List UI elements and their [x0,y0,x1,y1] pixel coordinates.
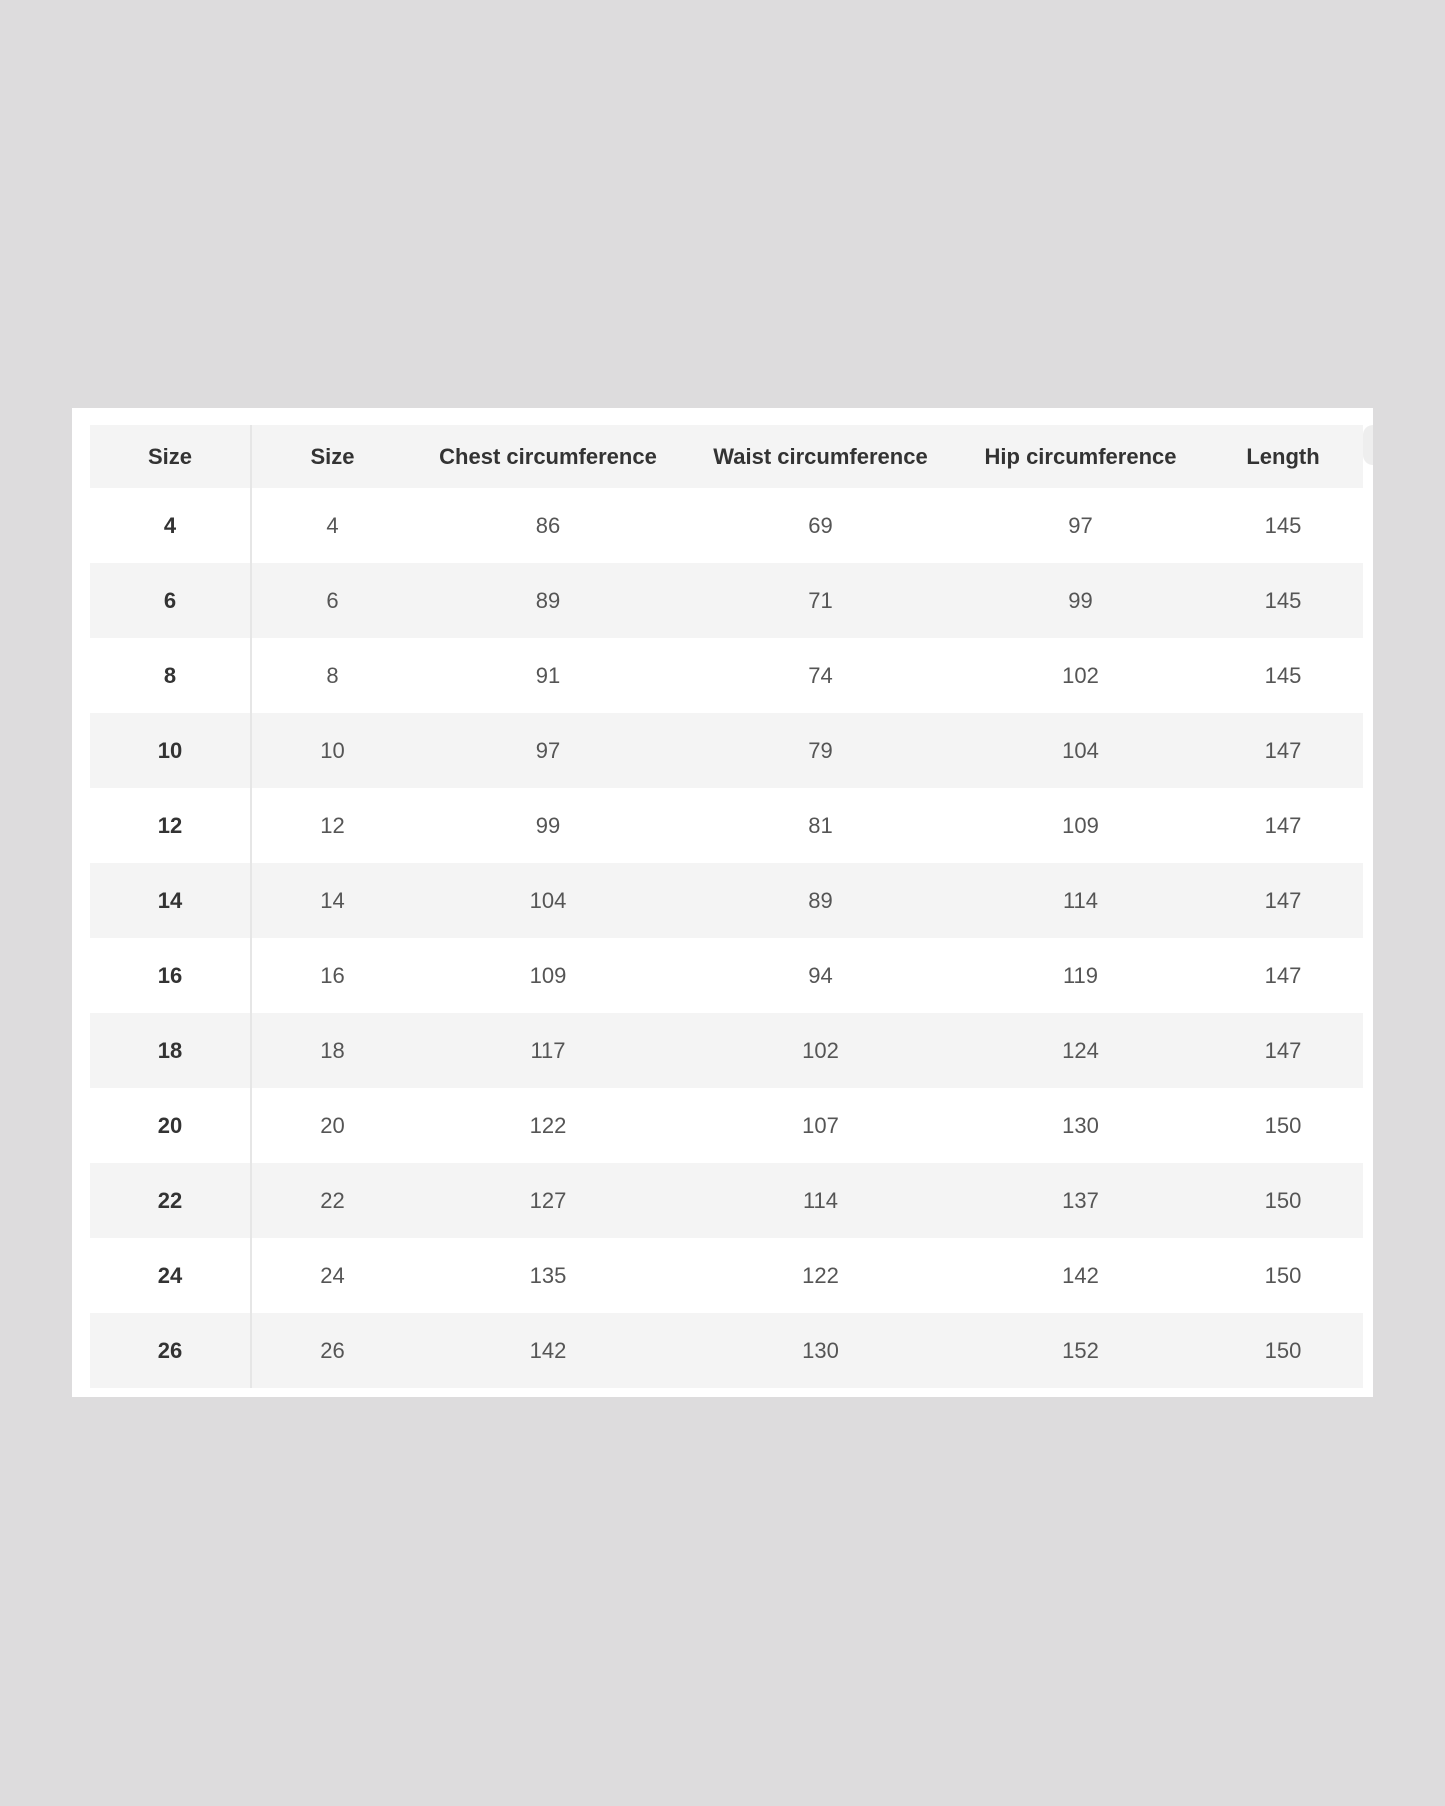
size-label-cell: 4 [90,488,251,563]
table-cell: 10 [251,713,413,788]
table-body [90,488,1363,1388]
table-cell: 102 [1062,662,1099,688]
table-cell: 127 [413,1163,683,1238]
table-cell: 97 [413,713,683,788]
table-cell: 147 [1264,962,1302,988]
table-cell: 130 [683,1313,958,1388]
table-cell: 79 [683,713,958,788]
table-cell: 137 [958,1163,1203,1238]
table-cell: 102 [683,1013,958,1088]
column-header-size-alt: Size [251,425,413,488]
table-row [90,1313,1363,1388]
table-cell: 24 [320,1262,345,1288]
table-cell: 14 [251,863,413,938]
table-cell: 119 [1062,962,1099,988]
table-cell: 8 [326,662,339,688]
size-label-cell: 12 [90,788,251,863]
table-cell: 145 [1264,512,1302,538]
table-row [90,638,1363,713]
size-label-cell: 20 [90,1088,251,1163]
table-cell: 94 [808,962,833,988]
size-label-cell: 18 [90,1013,251,1088]
table-cell: 147 [1203,863,1363,938]
table-cell: 124 [958,1013,1203,1088]
size-label-cell: 14 [90,863,251,938]
column-header-length: Length [1203,425,1363,488]
table-cell: 74 [808,662,833,688]
size-label-cell: 10 [90,713,251,788]
table-cell: 142 [413,1313,683,1388]
table-cell: 86 [535,512,561,538]
table-cell: 91 [535,662,561,688]
table-cell: 107 [802,1112,839,1138]
table-cell: 130 [1062,1112,1099,1138]
table-cell: 89 [683,863,958,938]
table-cell: 109 [529,962,567,988]
table-cell: 16 [320,962,345,988]
table-row [90,863,1363,938]
table-cell: 117 [413,1013,683,1088]
table-cell: 104 [413,863,683,938]
column-header-hip: Hip circumference [958,425,1203,488]
table-cell: 99 [958,563,1203,638]
table-cell: 114 [683,1163,958,1238]
table-cell: 109 [1062,812,1099,838]
table-row [90,1088,1363,1163]
table-cell: 145 [1203,563,1363,638]
table-cell: 114 [958,863,1203,938]
size-label-cell: 6 [90,563,251,638]
size-label-cell: 26 [90,1313,251,1388]
table-cell: 147 [1203,1013,1363,1088]
table-cell: 142 [1062,1262,1099,1288]
table-row [90,1163,1363,1238]
table-cell: 135 [529,1262,567,1288]
table-cell: 97 [1068,512,1093,538]
horizontal-scroll-indicator[interactable] [1363,425,1373,465]
table-row [90,488,1363,563]
table-cell: 145 [1264,662,1302,688]
table-cell: 122 [802,1262,839,1288]
table-cell: 147 [1203,713,1363,788]
column-header-waist: Waist circumference [683,425,958,488]
table-cell: 150 [1264,1262,1302,1288]
table-cell: 150 [1264,1112,1302,1138]
table-header-row [90,425,1363,488]
table-cell: 122 [529,1112,567,1138]
size-label-cell: 16 [90,938,251,1013]
table-cell: 81 [808,812,833,838]
table-row [90,1013,1363,1088]
size-label-cell: 8 [90,638,251,713]
table-row [90,713,1363,788]
size-chart-table [90,425,1363,1388]
size-label-cell: 22 [90,1163,251,1238]
size-chart-card [72,408,1373,1397]
table-cell: 22 [251,1163,413,1238]
table-cell: 150 [1203,1163,1363,1238]
table-cell: 12 [320,812,345,838]
table-row [90,1238,1363,1313]
table-cell: 89 [413,563,683,638]
table-row [90,788,1363,863]
column-header-chest: Chest circumference [413,425,683,488]
table-cell: 150 [1203,1313,1363,1388]
table-cell: 20 [320,1112,345,1138]
size-label-cell: 24 [90,1238,251,1313]
table-cell: 71 [683,563,958,638]
table-cell: 6 [251,563,413,638]
table-cell: 18 [251,1013,413,1088]
table-row [90,938,1363,1013]
table-cell: 147 [1264,812,1302,838]
table-row [90,563,1363,638]
column-header-size: Size [90,425,251,488]
table-cell: 4 [326,512,339,538]
table-cell: 69 [808,512,833,538]
table-cell: 152 [958,1313,1203,1388]
table-cell: 26 [251,1313,413,1388]
table-cell: 99 [535,812,561,838]
table-cell: 104 [958,713,1203,788]
